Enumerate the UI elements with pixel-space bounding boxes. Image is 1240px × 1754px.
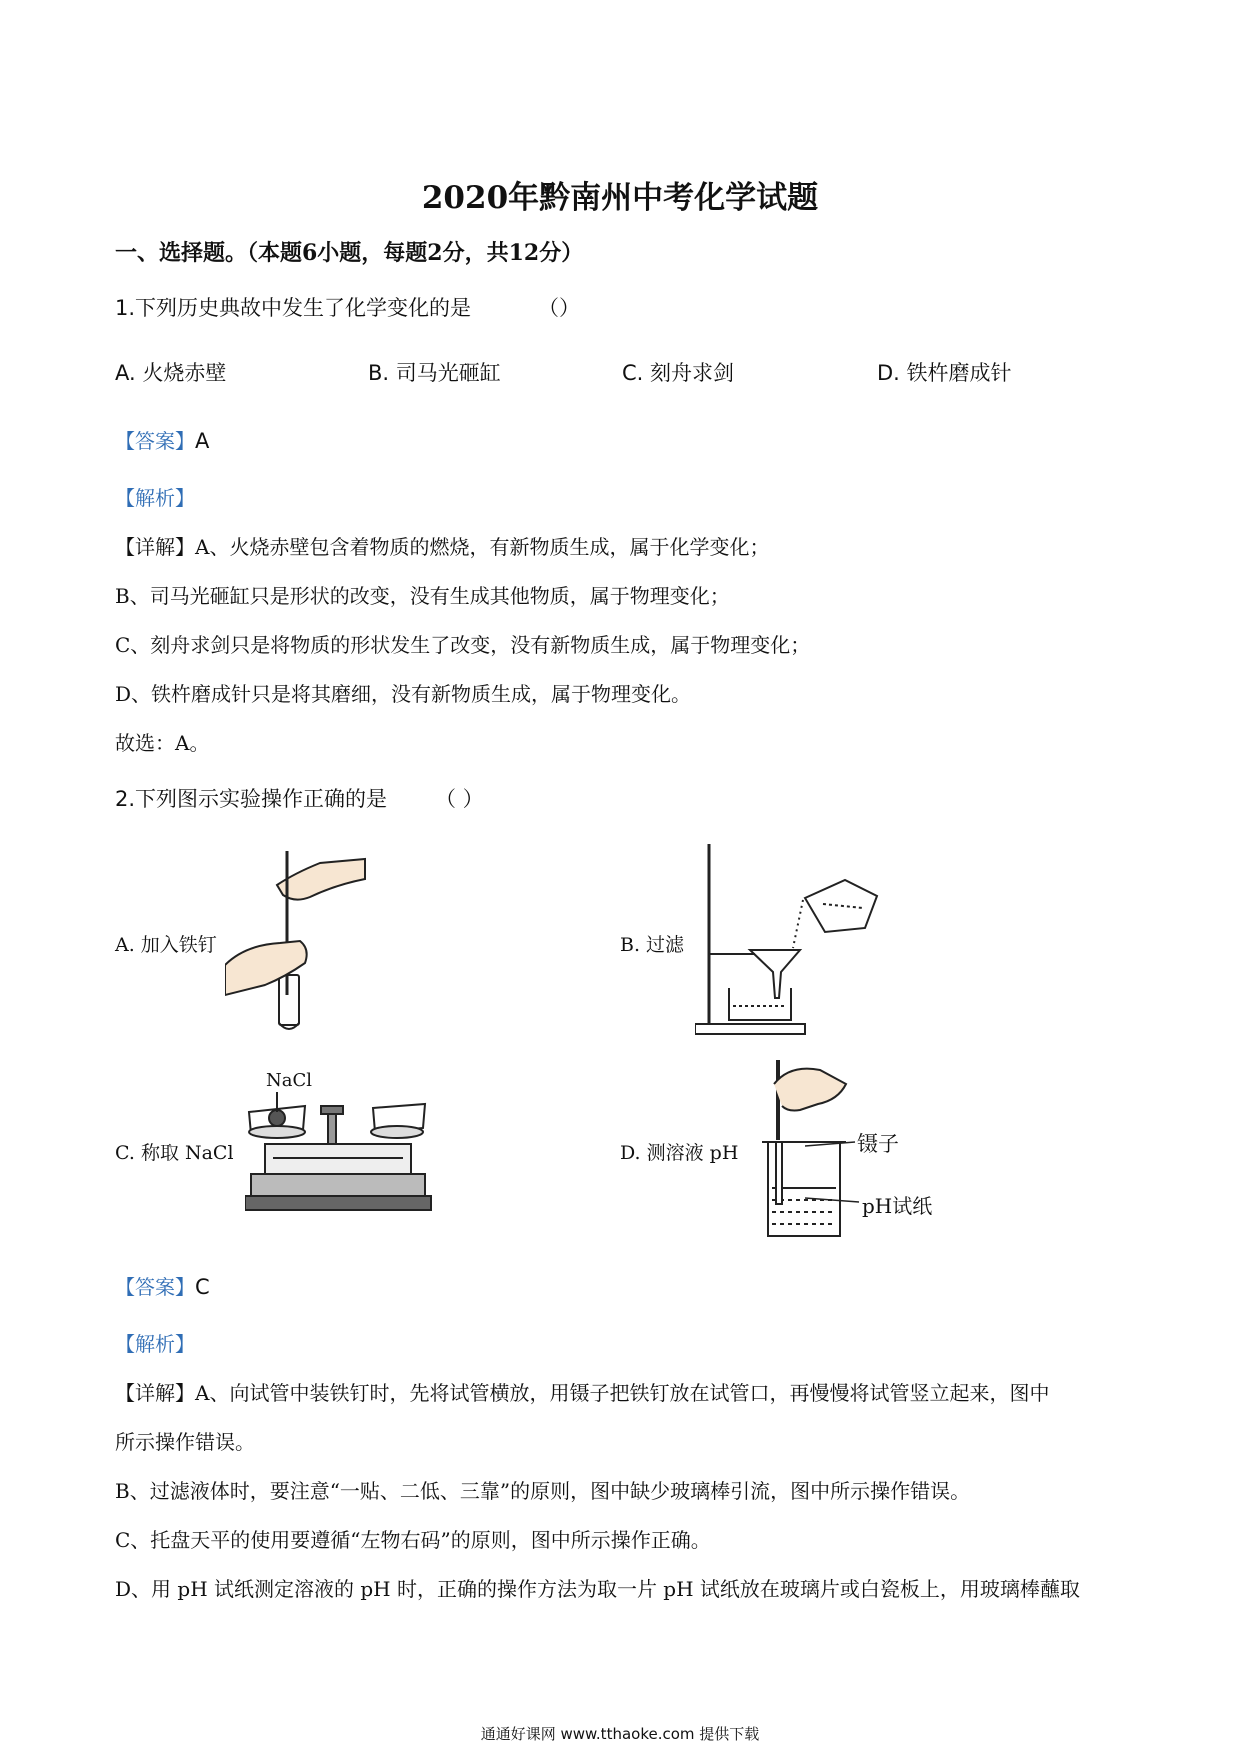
- answer-tag: 【答案】: [115, 1275, 195, 1299]
- q2-detail-line: D、用 pH 试纸测定溶液的 pH 时，正确的操作方法为取一片 pH 试纸放在玻璃片或白瓷板上，用玻璃棒蘸取: [115, 1577, 1080, 1601]
- label-leader-lines: [805, 1140, 865, 1210]
- q2-detail-line: B、过滤液体时，要注意“一贴、二低、三靠”的原则，图中缺少玻璃棒引流，图中所示操作错误。: [115, 1479, 971, 1503]
- section-heading: 一、选择题。（本题6小题，每题2分，共12分）: [115, 240, 584, 266]
- answer-tag: 【答案】: [115, 429, 195, 453]
- q2-option-b: B. 过滤: [620, 934, 685, 956]
- answer-value: C: [195, 1275, 210, 1299]
- test-tube-figure: [225, 845, 375, 1035]
- q2-analysis-tag: 【解析】: [115, 1332, 195, 1356]
- page-title: 2020年黔南州中考化学试题: [421, 180, 819, 216]
- balance-figure: [245, 1092, 435, 1222]
- q1-option-a: A. 火烧赤壁: [115, 361, 227, 385]
- q1-detail-line: 【详解】A、火烧赤壁包含着物质的燃烧，有新物质生成，属于化学变化；: [115, 535, 770, 559]
- q1-detail-line: C、刻舟求剑只是将物质的形状发生了改变，没有新物质生成，属于物理变化；: [115, 633, 811, 657]
- q1-detail-line: D、铁杵磨成针只是将其磨细，没有新物质生成，属于物理变化。: [115, 682, 692, 706]
- q2-option-d: D. 测溶液 pH: [620, 1142, 739, 1164]
- q1-option-b: B. 司马光砸缸: [368, 361, 501, 385]
- nacl-label: NaCl: [266, 1070, 313, 1091]
- q1-detail-line: 故选：A。: [115, 731, 210, 755]
- q2-detail-line: 所示操作错误。: [115, 1430, 255, 1454]
- q2-bracket: （ ）: [435, 787, 484, 811]
- q2-stem: 2.下列图示实验操作正确的是: [115, 787, 388, 811]
- answer-value: A: [195, 429, 210, 453]
- q1-detail-line: B、司马光砸缸只是形状的改变，没有生成其他物质，属于物理变化；: [115, 584, 730, 608]
- filtration-figure: [695, 838, 885, 1038]
- q2-answer: [115, 1271, 210, 1300]
- q1-option-d: D. 铁杵磨成针: [877, 361, 1012, 385]
- q2-option-a: A. 加入铁钉: [115, 934, 217, 956]
- q2-option-c: C. 称取 NaCl: [115, 1142, 234, 1164]
- ph-paper-label: pH试纸: [862, 1194, 933, 1218]
- q1-option-c: C. 刻舟求剑: [622, 361, 735, 385]
- tweezers-label: 镊子: [857, 1132, 899, 1156]
- q1-bracket: （）: [538, 296, 580, 320]
- q1-analysis-tag: 【解析】: [115, 486, 195, 510]
- q2-detail-line: C、托盘天平的使用要遵循“左物右码”的原则，图中所示操作正确。: [115, 1528, 711, 1552]
- q1-stem: 1.下列历史典故中发生了化学变化的是: [115, 296, 472, 320]
- footer-watermark: 通通好课网 www.tthaoke.com 提供下载: [480, 1725, 760, 1743]
- q1-answer: [115, 425, 209, 454]
- q2-detail-line: 【详解】A、向试管中装铁钉时，先将试管横放，用镊子把铁钉放在试管口，再慢慢将试管竖立起来，图中: [115, 1381, 1050, 1405]
